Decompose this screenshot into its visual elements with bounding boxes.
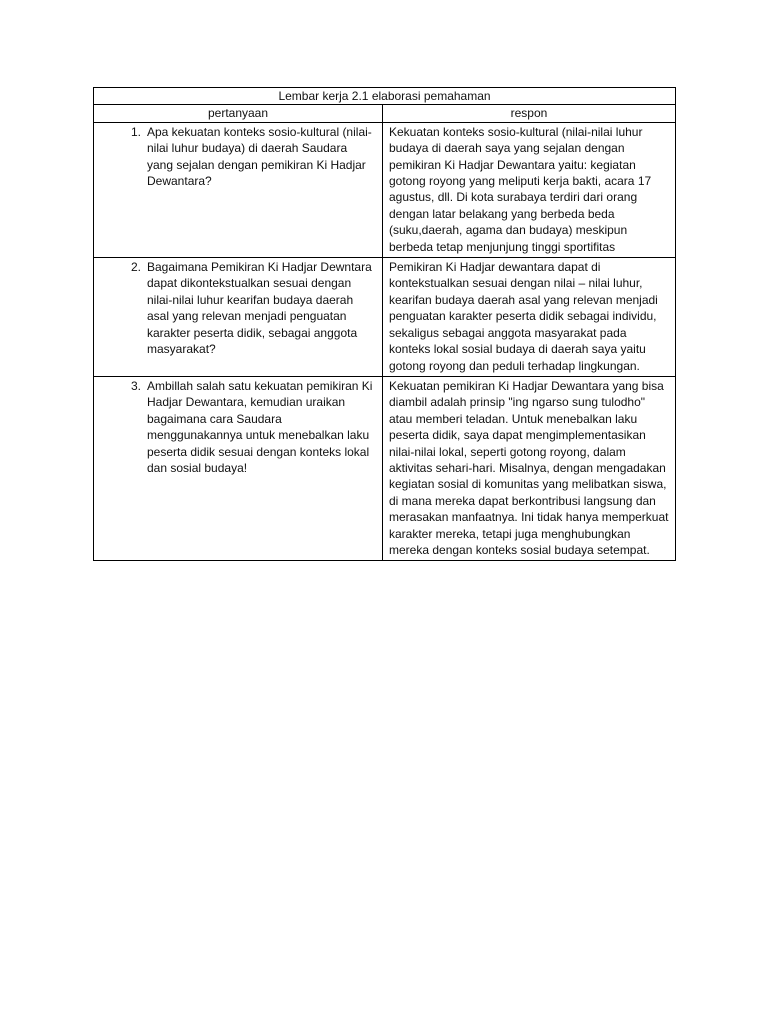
worksheet-title: Lembar kerja 2.1 elaborasi pemahaman [94,88,676,105]
column-header-question: pertanyaan [94,105,383,122]
question-text: Bagaimana Pemikiran Ki Hadjar Dewntara dapat dikontekstualkan sesuai dengan nilai-nilai luhur kearifan budaya daerah asal yang relevan menjadi penguatan karakter peserta didik, sebagai anggota masyarakat? [147,260,372,357]
table-row [94,258,676,377]
question-cell [94,376,383,560]
table-row [94,376,676,560]
question-number: 1. [130,124,141,139]
question-number: 2. [130,260,141,275]
response-text: Pemikiran Ki Hadjar dewantara dapat di kontekstualkan sesuai dengan nilai – nilai luhur, kearifan budaya daerah asal yang relevan menjadi penguatan karakter peserta didik sebagai individu, sekaligus sebagai anggota masyarakat pada konteks lokal sosial budaya di daerah saya yaitu gotong royong dan peduli terhadap lingkungan. [383,258,676,377]
table-row [94,122,676,257]
question-text: Ambillah salah satu kekuatan pemikiran Ki Hadjar Dewantara, kemudian uraikan bagaimana cara Saudara menggunakannya untuk menebalkan laku peserta didik sesuai dengan konteks lokal dan sosial budaya! [147,378,373,475]
response-text: Kekuatan pemikiran Ki Hadjar Dewantara yang bisa diambil adalah prinsip "ing ngarso sung tulodho" atau memberi teladan. Untuk menebalkan laku peserta didik, saya dapat mengimplementasikan nilai-nilai lokal, seperti gotong royong, dalam aktivitas sehari-hari. Misalnya, dengan mengadakan kegiatan sosial di komunitas yang melibatkan siswa, di mana mereka dapat berkontribusi langsung dan merasakan manfaatnya. Ini tidak hanya memperkuat karakter mereka, tetapi juga menghubungkan mereka dengan konteks sosial budaya setempat. [383,376,676,560]
question-cell [94,258,383,377]
title-row [94,88,676,105]
question-number: 3. [130,378,141,393]
question-text: Apa kekuatan konteks sosio-kultural (nilai-nilai luhur budaya) di daerah Saudara yang sejalan dengan pemikiran Ki Hadjar Dewantara? [147,124,372,189]
column-header-response: respon [383,105,676,122]
question-cell [94,122,383,257]
worksheet-table [93,87,676,561]
header-row [94,105,676,122]
response-text: Kekuatan konteks sosio-kultural (nilai-nilai luhur budaya di daerah saya yang sejalan dengan pemikiran Ki Hadjar Dewantara yaitu: kegiatan gotong royong yang meliputi kerja bakti, acara 17 agustus, dll. Di kota surabaya terdiri dari orang dengan latar belakang yang berbeda beda (suku,daerah, agama dan budaya) meskipun berbeda tetap menjunjung tinggi sportifitas [383,122,676,257]
